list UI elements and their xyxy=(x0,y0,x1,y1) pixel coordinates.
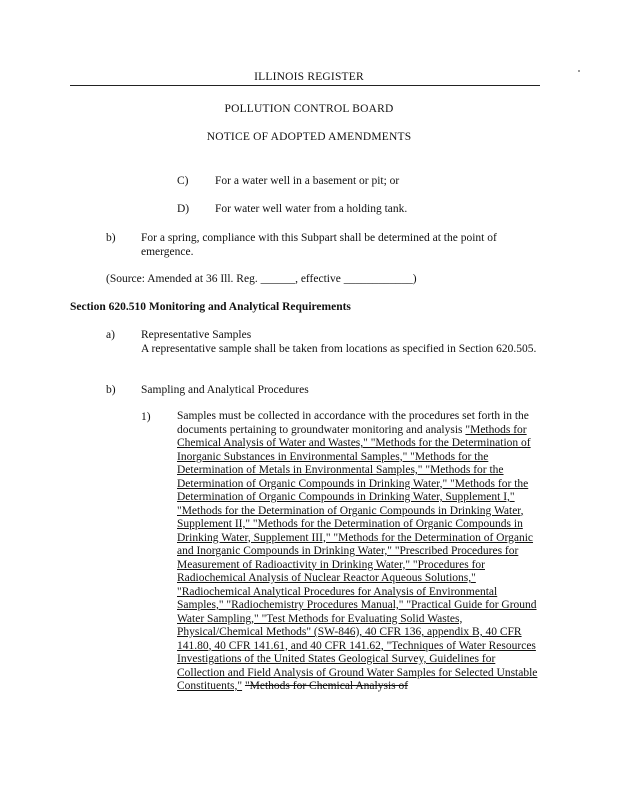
section-heading: Section 620.510 Monitoring and Analytical Requirements xyxy=(70,301,351,313)
section-b-title: Sampling and Analytical Procedures xyxy=(141,384,309,396)
item-d-label: D) xyxy=(177,203,190,215)
source-note: (Source: Amended at 36 Ill. Reg. ______, effective ____________) xyxy=(106,273,417,285)
register-title: ILLINOIS REGISTER xyxy=(254,71,364,83)
notice-title: NOTICE OF ADOPTED AMENDMENTS xyxy=(206,131,412,143)
item-c-text: For a water well in a basement or pit; or xyxy=(215,175,400,187)
section-a-label: a) xyxy=(106,329,115,341)
item-1-label: 1) xyxy=(141,411,151,423)
section-a-title: Representative Samples xyxy=(141,329,252,341)
header-rule xyxy=(70,85,540,86)
board-title: POLLUTION CONTROL BOARD xyxy=(224,103,394,115)
item-1-text xyxy=(177,410,541,694)
item-1-added-text: "Methods for Chemical Analysis of Water and Wastes," "Methods for the Determination of Inorganic Substances in Environmental Samples," "Methods for the Determination of Metals in Environmental Samples," "Methods for the Determination of Organic Compounds in Drinking Water," "Methods for the Determination of Organic Compounds in Drinking Water, Supplement I," "Methods for the Determination of Organic Compounds in Drinking Water, Supplement II," "Methods for the Determination of Organic Compounds in Drinking Water, Supplement III," "Methods for the Determination of Organic and Inorganic Compounds in Drinking Water," "Prescribed Procedures for Measurement of Radioactivity in Drinking Water," "Procedures for Radiochemical Analysis of Nuclear Reactor Aqueous Solutions," "Radiochemical Analytical Procedures for Analysis of Environmental Samples," "Radiochemistry Procedures Manual," "Practical Guide for Ground Water Sampling," "Test Methods for Evaluating Solid Wastes, Physical/Chemical Methods" (SW-846), 40 CFR 136, appendix B, 40 CFR 141.80, 40 CFR 141.61, and 40 CFR 141.62, "Techniques of Water Resources Investigations of the United States Geological Survey, Guidelines for Collection and Field Analysis of Ground Water Samples for Selected Unstable Constituents," xyxy=(177,423,538,692)
item-c-label: C) xyxy=(177,175,189,187)
item-1-struck-text: "Methods for Chemical Analysis of xyxy=(244,680,409,692)
item-b-label: b) xyxy=(106,232,116,244)
item-d-text: For water well water from a holding tank. xyxy=(215,203,408,215)
section-b-label: b) xyxy=(106,384,116,396)
item-1-plain: Samples must be collected in accordance with the procedures set forth in the documents pertaining to groundwater monitoring and analysis xyxy=(177,410,529,436)
item-b-text: For a spring, compliance with this Subpart shall be determined at the point of emergence. xyxy=(141,232,497,258)
section-a-text: A representative sample shall be taken from locations as specified in Section 620.505. xyxy=(141,343,537,355)
